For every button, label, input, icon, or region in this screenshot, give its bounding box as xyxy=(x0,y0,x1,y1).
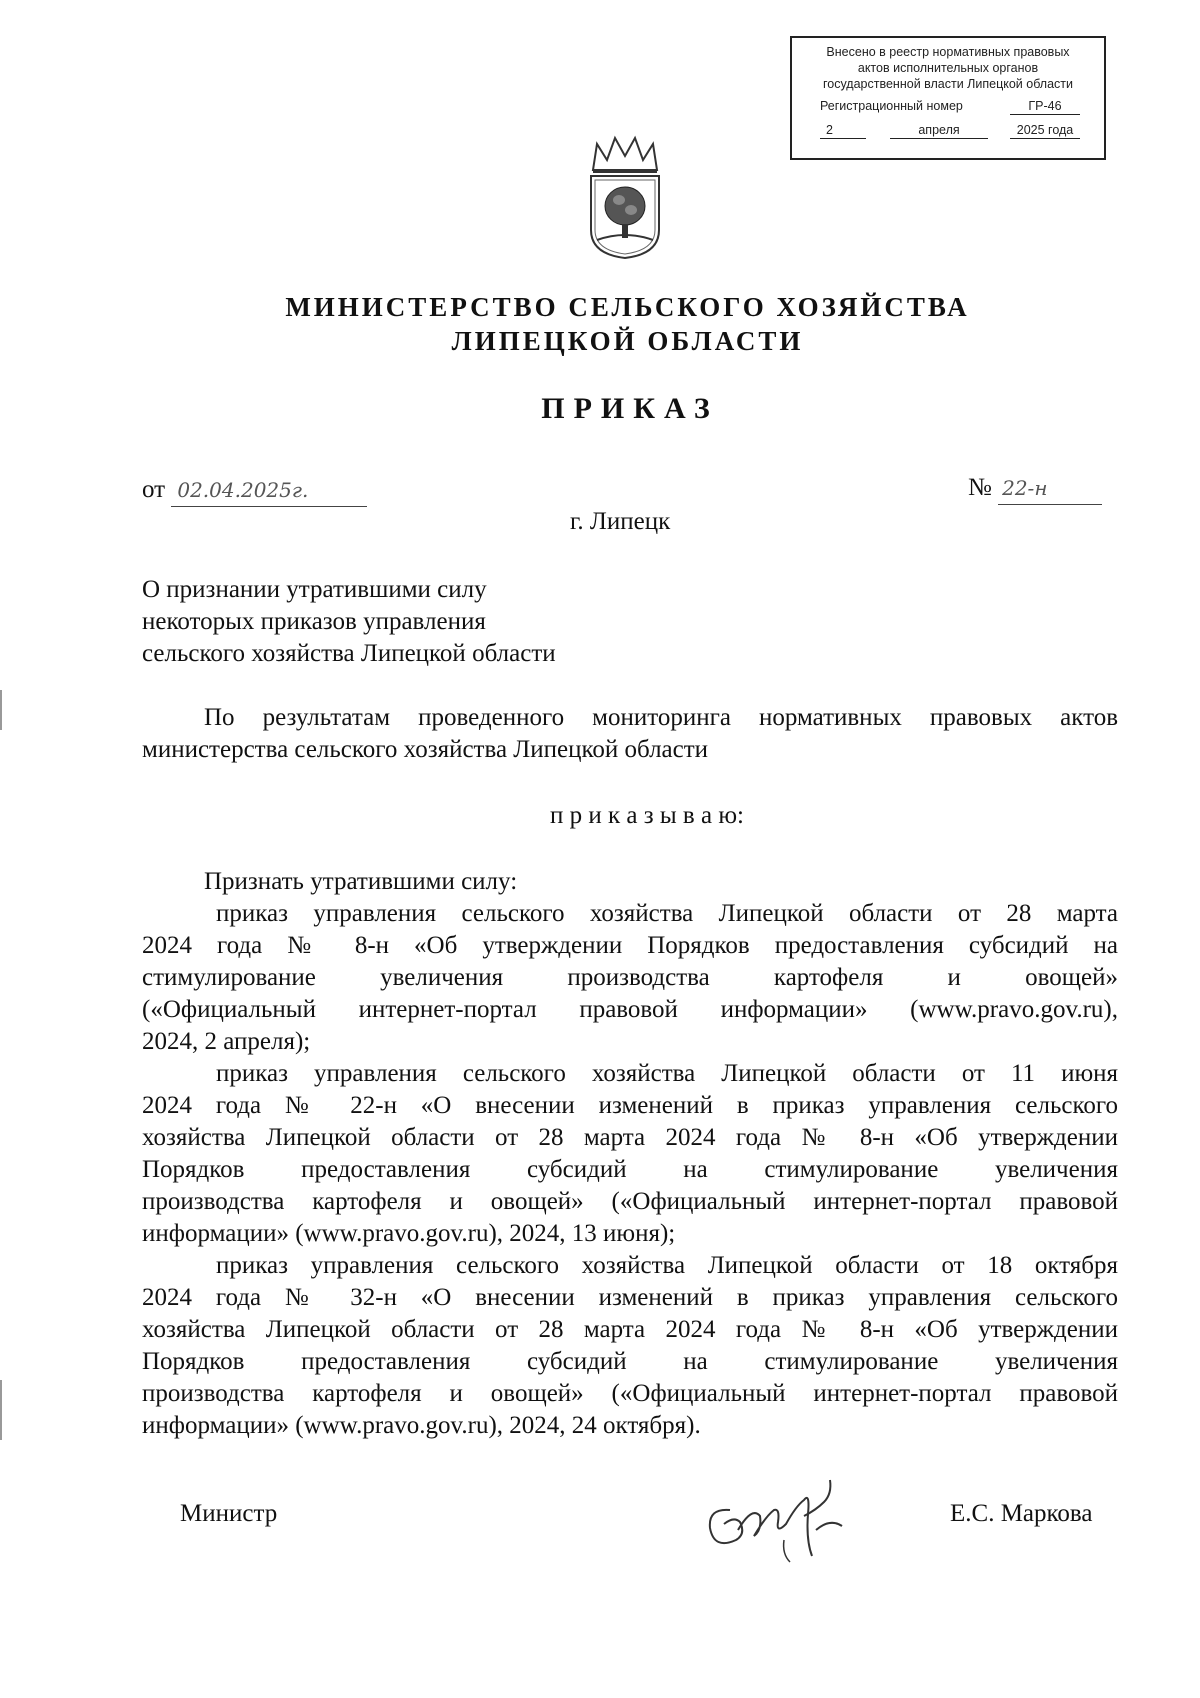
item-3-line-4: Порядков предоставления субсидий на стимулирование увеличения xyxy=(142,1348,1118,1375)
order-word: п р и к а з ы в а ю: xyxy=(550,802,744,829)
ministry-title-line-1: МИНИСТЕРСТВО СЕЛЬСКОГО ХОЗЯЙСТВА xyxy=(285,292,970,322)
stamp-month: апреля xyxy=(890,122,988,139)
item-1-line-5: 2024, 2 апреля); xyxy=(142,1028,311,1055)
scan-edge-mark xyxy=(0,690,2,730)
stamp-line-2: актов исполнительных органов xyxy=(857,61,1039,75)
item-3-line-3: хозяйства Липецкой области от 28 марта 2024 года № 8-н «Об утверждении xyxy=(142,1316,1118,1343)
item-1-line-3: стимулирование увеличения производства картофеля и овощей» xyxy=(142,964,1118,991)
ministry-title-line-2: ЛИПЕЦКОЙ ОБЛАСТИ xyxy=(451,326,804,356)
item-3-line-5: производства картофеля и овощей» («Официальный интернет-портал правовой xyxy=(142,1380,1118,1407)
subject-line-1: О признании утратившими силу xyxy=(142,576,487,603)
signature-position: Министр xyxy=(180,1500,278,1527)
stamp-reg-label: Регистрационный номер xyxy=(820,99,963,113)
preamble-line-1: По результатам проведенного мониторинга нормативных правовых актов xyxy=(204,704,1118,731)
subject-line-2: некоторых приказов управления xyxy=(142,608,486,635)
item-2-line-3: хозяйства Липецкой области от 28 марта 2024 года № 8-н «Об утверждении xyxy=(142,1124,1118,1151)
stamp-reg-number: ГР-46 xyxy=(1010,98,1080,115)
document-type-title: ПРИКАЗ xyxy=(541,392,719,425)
handwritten-date: 02.04.2025г. xyxy=(171,474,367,507)
item-1-line-2: 2024 года № 8-н «Об утверждении Порядков предоставления субсидий на xyxy=(142,932,1118,959)
item-2-line-5: производства картофеля и овощей» («Официальный интернет-портал правовой xyxy=(142,1188,1118,1215)
number-line xyxy=(968,472,1102,505)
item-1-line-4: («Официальный интернет-портал правовой информации» (www.pravo.gov.ru), xyxy=(142,996,1118,1023)
item-2-line-6: информации» (www.pravo.gov.ru), 2024, 13 июня); xyxy=(142,1220,676,1247)
item-2-line-4: Порядков предоставления субсидий на стимулирование увеличения xyxy=(142,1156,1118,1183)
item-1-line-1: приказ управления сельского хозяйства Липецкой области от 28 марта xyxy=(216,900,1118,927)
subject-line-3: сельского хозяйства Липецкой области xyxy=(142,640,556,667)
item-3-line-1: приказ управления сельского хозяйства Липецкой области от 18 октября xyxy=(216,1252,1118,1279)
handwritten-signature xyxy=(700,1470,860,1565)
date-line xyxy=(142,474,367,507)
city: г. Липецк xyxy=(570,508,671,535)
item-2-line-1: приказ управления сельского хозяйства Липецкой области от 11 июня xyxy=(216,1060,1118,1087)
scan-edge-mark xyxy=(0,1380,2,1440)
stamp-year: 2025 года xyxy=(1010,122,1080,139)
stamp-line-3: государственной власти Липецкой области xyxy=(822,77,1074,91)
stamp-day: 2 xyxy=(820,122,866,139)
stamp-line-1: Внесено в реестр нормативных правовых xyxy=(826,45,1070,59)
item-2-line-2: 2024 года № 22-н «О внесении изменений в приказ управления сельского xyxy=(142,1092,1118,1119)
signatory-name: Е.С. Маркова xyxy=(950,1500,1093,1527)
preamble-line-2: министерства сельского хозяйства Липецкой области xyxy=(142,736,709,763)
registry-stamp xyxy=(790,36,1106,160)
item-3-line-2: 2024 года № 32-н «О внесении изменений в приказ управления сельского xyxy=(142,1284,1118,1311)
coat-of-arms-emblem xyxy=(585,130,665,260)
number-prefix: № xyxy=(968,474,992,501)
date-prefix: от xyxy=(142,476,166,503)
body-intro: Признать утратившими силу: xyxy=(204,868,518,895)
handwritten-number: 22-н xyxy=(998,472,1102,505)
item-3-line-6: информации» (www.pravo.gov.ru), 2024, 24 октября). xyxy=(142,1412,701,1439)
